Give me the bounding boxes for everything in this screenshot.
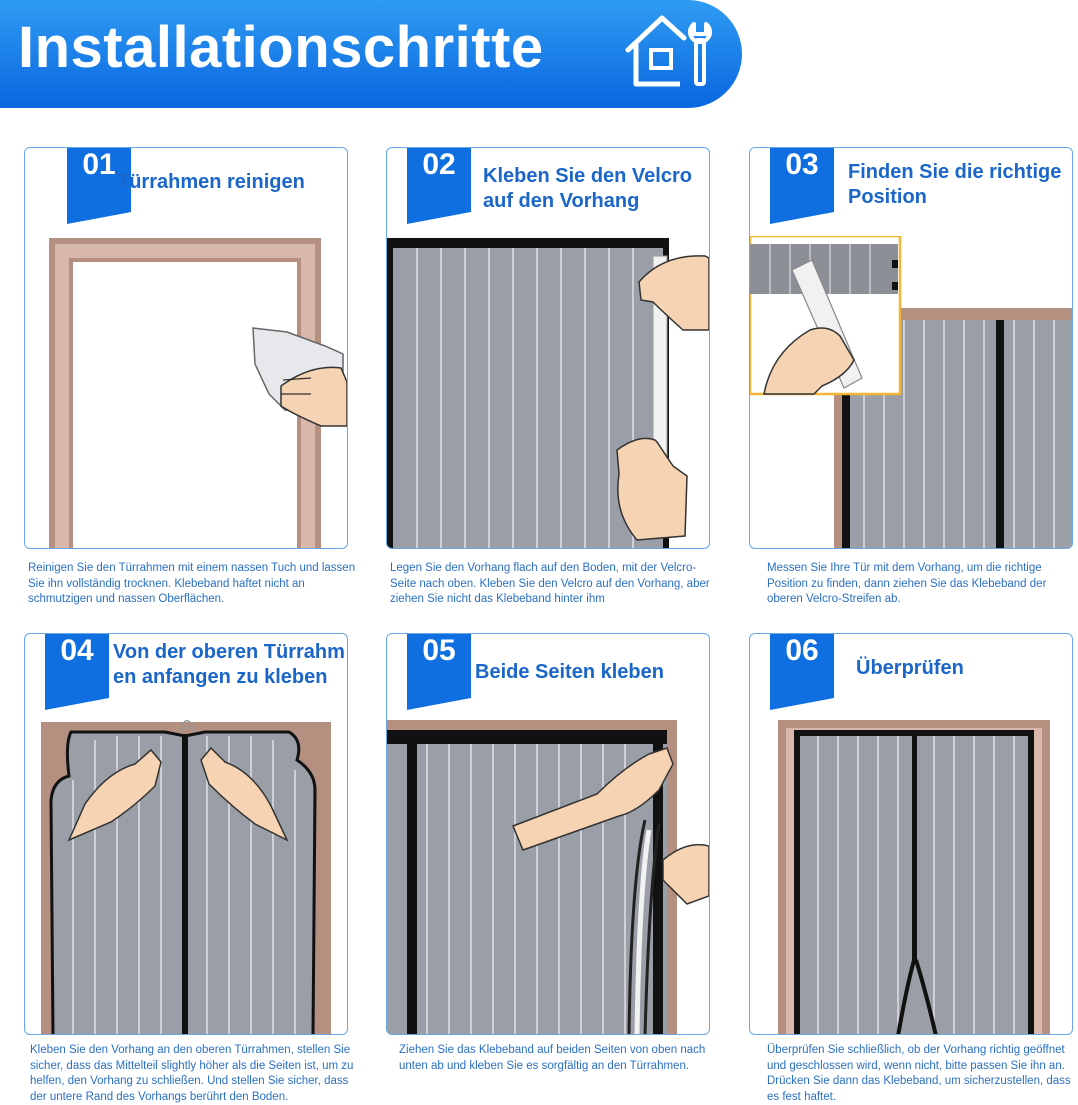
step-card-5 [386, 633, 710, 1035]
step-4-description: Kleben Sie den Vorhang an den oberen Türrahmen, stellen Sie sicher, dass das Mittelteil slightly höher als die Seiten ist, um zu helfen, den Vorhang zu schließen. Und stellen Sie sicher, dass der untere Rand des Vorhangs berührt den Boden. [30, 1044, 354, 1103]
step-6-illustration [750, 720, 1072, 1035]
step-3-badge [770, 147, 834, 224]
step-card-4 [24, 633, 348, 1035]
step-5-badge [407, 633, 471, 710]
step-card-1 [24, 147, 348, 549]
step-2-illustration [387, 236, 709, 548]
step-2-description: Legen Sie den Vorhang flach auf den Boden, mit der Velcro-Seite nach oben. Kleben Sie den Velcro auf den Vorhang, aber ziehen Sie nicht das Klebeband hinter ihm [390, 562, 710, 605]
step-6-badge [770, 633, 834, 710]
step-2-badge [407, 147, 471, 224]
step-1-title: Türrahmen reinigen [117, 171, 305, 193]
step-2-title: Kleben Sie den Velcro auf den Vorhang [483, 165, 692, 212]
step-6-description: Überprüfen Sie schließlich, ob der Vorhang richtig geöffnet und geschlossen wird, wenn nicht, bitte passen Sie ihn an. Drücken Sie dann das Klebeband, um sicherzustellen, dass es fest haftet. [767, 1044, 1071, 1103]
step-5-description: Ziehen Sie das Klebeband auf beiden Seiten von oben nach unten ab und kleben Sie es sorgfältig an den Türrahmen. [399, 1044, 706, 1072]
step-3-illustration [750, 236, 1072, 548]
step-4-badge [45, 633, 109, 710]
step-card-2 [386, 147, 710, 549]
step-1-number: 01 [82, 148, 116, 181]
step-2-number: 02 [422, 148, 456, 181]
step-6-title: Überprüfen [856, 657, 964, 679]
page-title: Installationschritte [18, 15, 544, 80]
house-wrench-icon [622, 10, 714, 92]
step-4-number: 04 [60, 634, 94, 667]
step-5-number: 05 [422, 634, 456, 667]
step-card-6 [749, 633, 1073, 1035]
step-3-title: Finden Sie die richtige Position [848, 161, 1062, 208]
step-4-illustration [25, 720, 347, 1035]
header-banner [0, 0, 742, 108]
step-3-number: 03 [785, 148, 819, 181]
step-6-number: 06 [785, 634, 819, 667]
step-1-description: Reinigen Sie den Türrahmen mit einem nassen Tuch und lassen Sie ihn vollständig trocknen. Klebeband haftet nicht an schmutzigen und nassen Oberflächen. [28, 562, 356, 605]
step-5-illustration [387, 720, 709, 1035]
step-card-3 [749, 147, 1073, 549]
step-4-title: Von der oberen Türrahm en anfangen zu kleben [113, 641, 345, 688]
step-3-description: Messen Sie Ihre Tür mit dem Vorhang, um die richtige Position zu finden, dann ziehen Sie das Klebeband der oberen Velcro-Streifen ab. [767, 562, 1047, 605]
step-5-title: Beide Seiten kleben [475, 661, 664, 683]
step-1-illustration [25, 236, 347, 548]
